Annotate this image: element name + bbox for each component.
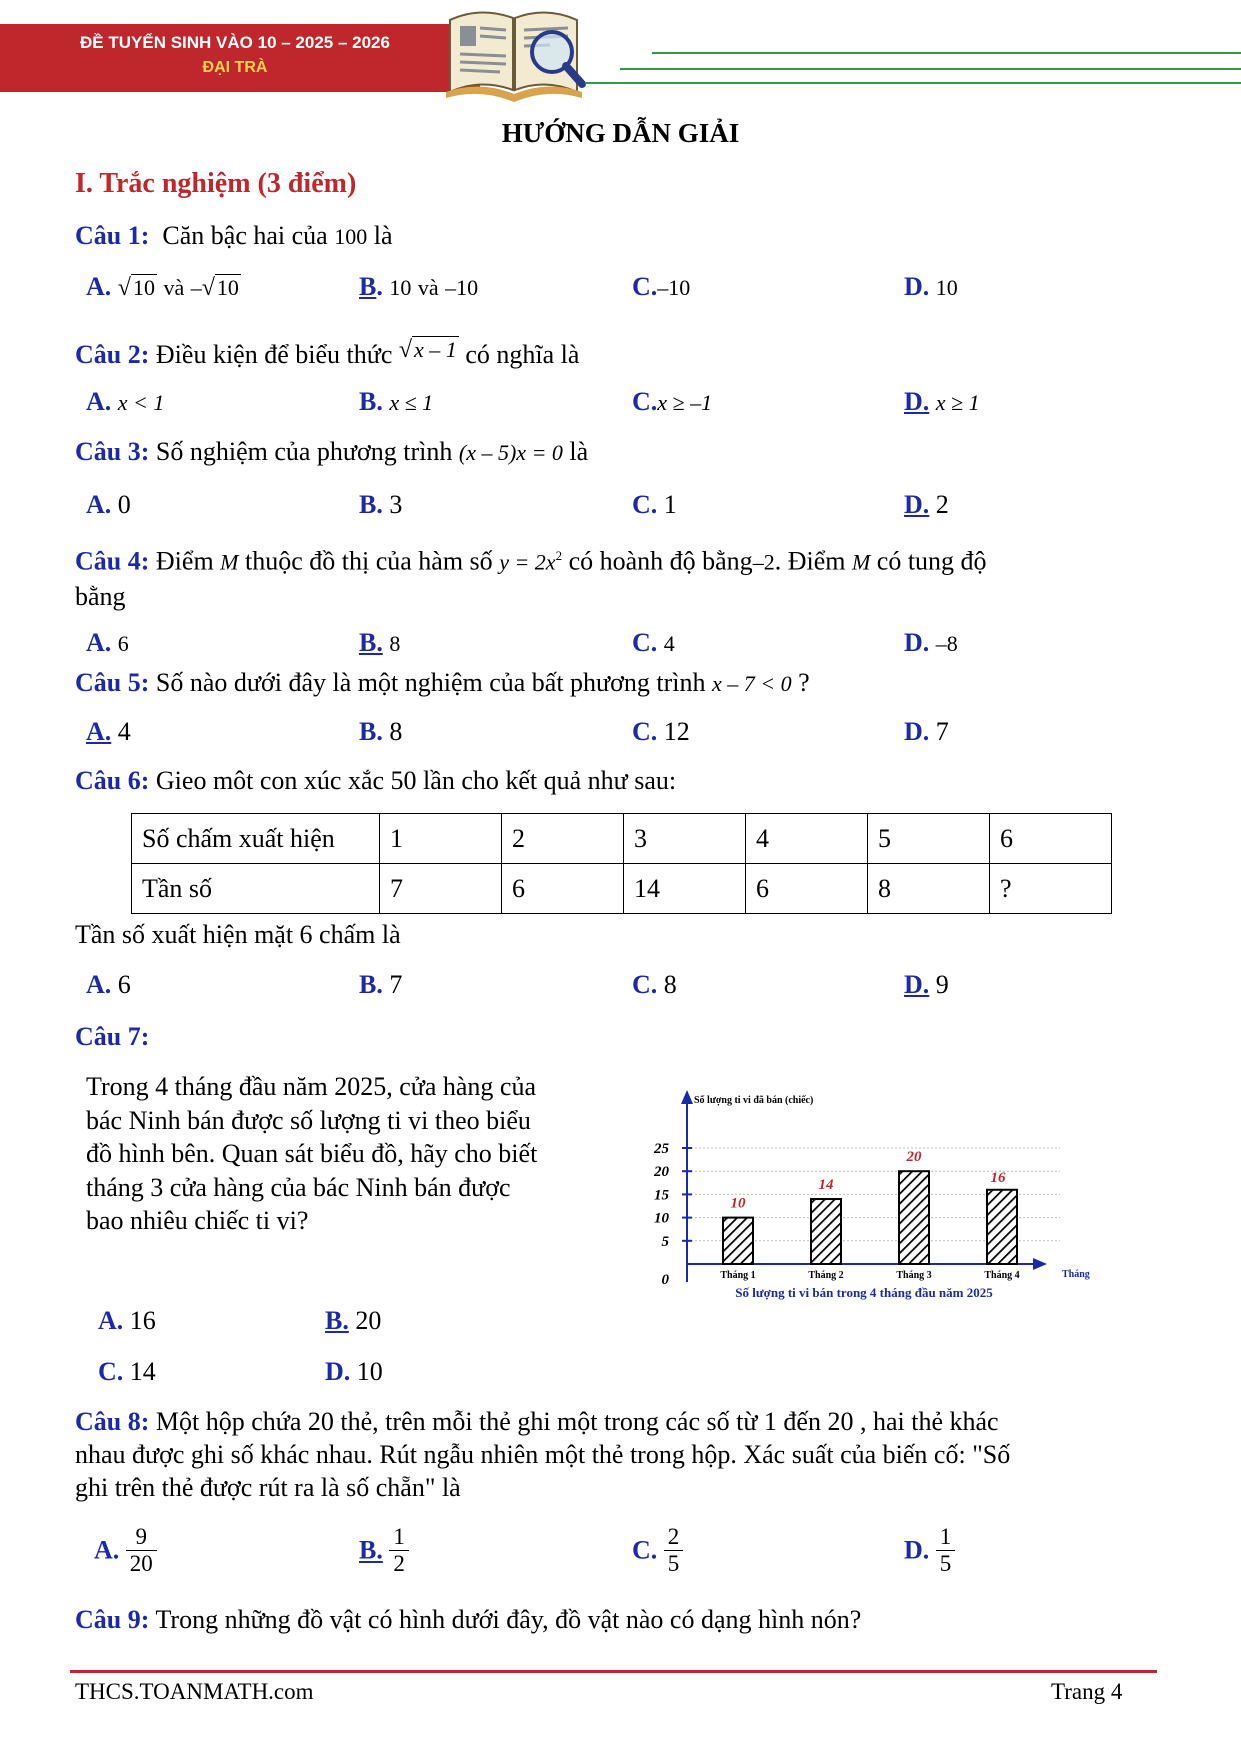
doc-title: HƯỚNG DẪN GIẢI — [501, 118, 740, 148]
option-3a[interactable] — [86, 490, 131, 520]
footer-rule — [70, 1670, 1157, 1673]
chart-title: Số lượng ti vi bán trong 4 tháng đầu năm 2025 — [735, 1285, 993, 1300]
question-label: Câu 4: — [75, 546, 150, 576]
option-text: 7 — [935, 717, 949, 746]
math: –10 — [445, 275, 479, 300]
option-5a[interactable] — [86, 717, 131, 747]
question-label: Câu 9: — [75, 1605, 150, 1634]
y-tick-label: 20 — [654, 1164, 669, 1181]
question-label: Câu 7: — [75, 1022, 150, 1051]
option-key: A. — [86, 970, 112, 999]
body-line: bao nhiêu chiếc ti vi? — [86, 1206, 309, 1235]
option-6a[interactable] — [86, 970, 131, 1000]
option-8c[interactable] — [632, 1524, 683, 1577]
book-magnifier-icon — [440, 0, 590, 104]
question-text: thuộc đồ thị của hàm số — [245, 546, 493, 576]
data-label: 20 — [906, 1149, 922, 1166]
table-cell: 14 — [624, 864, 746, 914]
question-4 — [75, 539, 1155, 614]
denominator: 2 — [393, 1551, 405, 1576]
question-9 — [75, 1603, 861, 1637]
x-tick-label: Tháng 2 — [808, 1270, 844, 1281]
option-key: B. — [325, 1306, 349, 1335]
option-text: 10 — [356, 1357, 383, 1386]
table-cell: 8 — [868, 864, 990, 914]
math: x ≥ 1 — [935, 390, 980, 415]
fraction — [126, 1524, 157, 1577]
x-axis-arrow — [1033, 1258, 1047, 1270]
option-key: B. — [359, 970, 383, 999]
question-text: Một hộp chứa 20 thẻ, trên mỗi thẻ ghi một trong các số từ 1 đến 20 , hai thẻ khác — [155, 1407, 999, 1436]
option-key: D. — [904, 490, 930, 519]
option-key: C. — [632, 272, 658, 301]
option-7a[interactable] — [98, 1306, 156, 1336]
table-cell: 1 — [380, 814, 502, 864]
option-6c[interactable] — [632, 970, 677, 1000]
option-key: A. — [86, 490, 112, 519]
option-key: B. — [359, 387, 383, 416]
math: 2 — [555, 548, 563, 563]
option-sep: . — [376, 272, 383, 301]
table-cell: 6 — [746, 864, 868, 914]
option-key: A. — [86, 717, 112, 746]
question-tail: có nghĩa là — [465, 340, 580, 369]
question-text: Gieo môt con xúc xắc 50 lần cho kết quả như sau: — [155, 766, 677, 795]
option-key: B. — [359, 1535, 383, 1565]
option-2b[interactable] — [359, 387, 433, 417]
option-key: A. — [94, 1535, 120, 1565]
numerator: 2 — [664, 1524, 684, 1551]
option-key: D. — [904, 717, 930, 746]
math: 8 — [389, 631, 401, 656]
math: 10 — [132, 275, 155, 300]
option-key: C. — [632, 490, 658, 519]
y-tick-label: 5 — [661, 1233, 669, 1250]
question-text: Căn bậc hai của — [162, 221, 328, 250]
option-key: B. — [359, 490, 383, 519]
body-line: Trong 4 tháng đầu năm 2025, cửa hàng của — [86, 1072, 536, 1101]
option-5b[interactable] — [359, 717, 402, 747]
option-key: D. — [904, 387, 930, 416]
option-text: 8 — [663, 970, 677, 999]
option-4a[interactable] — [86, 628, 129, 658]
question-1 — [75, 219, 392, 254]
option-text: và — [417, 275, 439, 300]
fraction — [664, 1524, 684, 1577]
question-label: Câu 5: — [75, 668, 150, 697]
option-key: A. — [86, 272, 112, 301]
table-cell: 3 — [624, 814, 746, 864]
question-text: Điểm — [155, 546, 214, 576]
math: 6 — [117, 631, 129, 656]
question-text: . Điểm — [774, 546, 846, 576]
option-key: B. — [359, 717, 383, 746]
table-cell: Tần số — [132, 864, 380, 914]
option-key: D. — [325, 1357, 351, 1386]
option-key: D. — [904, 628, 930, 657]
option-text: 0 — [117, 490, 131, 519]
math: x – 1 — [414, 337, 457, 362]
question-text: bằng — [75, 581, 126, 611]
question-label: Câu 3: — [75, 437, 150, 466]
question-8 — [75, 1405, 1175, 1504]
bar — [899, 1171, 929, 1264]
table-cell: 2 — [502, 814, 624, 864]
x-tick-label: Tháng 1 — [720, 1270, 756, 1281]
option-4d[interactable] — [904, 628, 958, 658]
question-7 — [75, 1020, 149, 1054]
option-key: A. — [98, 1306, 124, 1335]
question-text: nhau được ghi số khác nhau. Rút ngẫu nhiên một thẻ trong hộp. Xác suất của biến cố: "Số — [75, 1440, 1011, 1469]
option-4b[interactable] — [359, 628, 400, 658]
y-tick-label: 15 — [654, 1187, 669, 1204]
math: x ≥ –1 — [657, 390, 713, 415]
option-3b[interactable] — [359, 490, 402, 520]
math: 10 — [935, 275, 958, 300]
x-tick-label: Tháng 3 — [896, 1270, 932, 1281]
option-key: C. — [632, 970, 658, 999]
fraction — [389, 1524, 409, 1577]
option-4c[interactable] — [632, 628, 675, 658]
option-8a[interactable] — [94, 1524, 157, 1577]
footer-page: Trang 4 — [1051, 1679, 1123, 1704]
y-axis-arrow — [681, 1090, 693, 1104]
numerator: 1 — [389, 1524, 409, 1551]
question-text: có tung độ — [876, 546, 987, 576]
denominator: 5 — [667, 1551, 680, 1576]
math: M — [851, 549, 871, 575]
math: M — [220, 549, 239, 575]
question-5 — [75, 666, 810, 701]
table-cell: Số chấm xuất hiện — [132, 814, 380, 864]
option-2d[interactable] — [904, 387, 980, 417]
option-key: C. — [632, 1535, 658, 1565]
math: –2 — [752, 549, 775, 575]
option-6b[interactable] — [359, 970, 402, 1000]
option-text: 3 — [389, 490, 403, 519]
option-3d[interactable] — [904, 490, 949, 520]
table-row — [132, 864, 1112, 914]
table-cell: 7 — [380, 864, 502, 914]
option-2c[interactable] — [632, 387, 712, 417]
option-text: 1 — [663, 490, 677, 519]
question-6-prompt: Tần số xuất hiện mặt 6 chấm là — [75, 920, 401, 949]
question-text: Điều kiện để biểu thức — [155, 340, 393, 369]
option-7d[interactable] — [325, 1357, 383, 1387]
denominator: 20 — [129, 1551, 153, 1576]
math: x – 7 < 0 — [712, 671, 792, 696]
option-key: D. — [904, 1535, 930, 1565]
table-cell: 5 — [868, 814, 990, 864]
option-6d[interactable] — [904, 970, 949, 1000]
section-title: I. Trắc nghiệm (3 điểm) — [75, 168, 357, 199]
option-1d[interactable] — [904, 272, 958, 302]
table-row — [132, 814, 1112, 864]
data-label: 14 — [818, 1177, 834, 1194]
chart-xlabel: Tháng — [1062, 1269, 1090, 1280]
chart-ylabel: Số lượng ti vi đã bán (chiếc) — [694, 1095, 814, 1106]
math: x ≤ 1 — [389, 390, 434, 415]
option-3c[interactable] — [632, 490, 677, 520]
table-cell: 6 — [990, 814, 1112, 864]
option-key: B. — [359, 628, 383, 657]
exam-title: ĐỀ TUYỂN SINH VÀO 10 – 2025 – 2026 — [80, 33, 390, 52]
data-label: 10 — [730, 1195, 746, 1212]
math: 4 — [663, 631, 675, 656]
option-8b[interactable] — [359, 1524, 409, 1577]
exam-type: ĐẠI TRÀ — [202, 59, 268, 76]
option-key: C. — [632, 717, 658, 746]
question-tail: là — [373, 221, 393, 250]
math: (x – 5)x = 0 — [458, 440, 563, 465]
header-rule-top — [652, 52, 1241, 54]
option-1a[interactable]: A. √10 và –√10 — [86, 272, 239, 301]
bar — [723, 1218, 753, 1264]
option-key: C. — [98, 1357, 124, 1386]
numerator: 9 — [126, 1524, 157, 1551]
question-3 — [75, 435, 588, 470]
bar — [811, 1199, 841, 1264]
body-line: tháng 3 cửa hàng của bác Ninh bán được — [86, 1172, 511, 1202]
bar — [987, 1190, 1017, 1264]
option-text: 4 — [117, 717, 131, 746]
table-cell: 4 — [746, 814, 868, 864]
option-text: 8 — [389, 717, 403, 746]
header-banner — [0, 24, 480, 92]
option-5c[interactable] — [632, 717, 690, 747]
option-key: C. — [632, 387, 658, 416]
question-text: Trong những đồ vật có hình dưới đây, đồ vật nào có dạng hình nón? — [155, 1605, 862, 1634]
bar-chart — [640, 1086, 1100, 1306]
option-8d[interactable] — [904, 1524, 955, 1577]
option-text: 9 — [935, 970, 949, 999]
option-2a[interactable] — [86, 387, 164, 417]
math: y = 2x — [499, 549, 556, 575]
question-text: có hoành độ bằng — [568, 546, 753, 576]
option-key: A. — [86, 387, 112, 416]
y-tick-label: 10 — [654, 1210, 669, 1227]
table-cell: ? — [990, 864, 1112, 914]
option-text: 7 — [389, 970, 403, 999]
question-label: Câu 6: — [75, 766, 150, 795]
data-label: 16 — [990, 1169, 1006, 1186]
denominator: 5 — [939, 1551, 952, 1576]
math: x < 1 — [117, 390, 165, 415]
question-2: Câu 2: Điều kiện để biểu thức √$^{x - 1}$ có nghĩa là — [75, 337, 580, 369]
y-tick-label: 25 — [654, 1141, 669, 1157]
math: 100 — [334, 224, 368, 249]
option-text: 20 — [355, 1306, 382, 1335]
math: – — [190, 275, 202, 300]
chart-bars — [720, 1149, 1019, 1281]
math: –10 — [657, 275, 691, 300]
option-key: B — [359, 272, 377, 301]
fraction — [936, 1524, 956, 1577]
option-key: D. — [904, 970, 930, 999]
question-label: Câu 8: — [75, 1407, 150, 1436]
question-text: Số nghiệm của phương trình — [155, 437, 453, 466]
math: –8 — [935, 631, 958, 656]
math: 10 — [389, 275, 412, 300]
frequency-table — [131, 813, 1112, 914]
option-1b[interactable] — [359, 272, 478, 302]
option-text: và — [163, 275, 185, 300]
option-text: 12 — [663, 717, 690, 746]
option-5d[interactable] — [904, 717, 949, 747]
option-key: A. — [86, 628, 112, 657]
option-key: C. — [632, 628, 658, 657]
option-key: D. — [904, 272, 930, 301]
y-tick-label: 0 — [661, 1272, 669, 1288]
question-6 — [75, 764, 676, 798]
option-text: 6 — [117, 970, 131, 999]
option-1c[interactable] — [632, 272, 690, 302]
question-tail: ? — [798, 668, 810, 697]
option-7c[interactable] — [98, 1357, 156, 1387]
numerator: 1 — [936, 1524, 956, 1551]
option-7b[interactable] — [325, 1306, 381, 1336]
question-label: Câu 2: — [75, 340, 150, 369]
option-text: 2 — [935, 490, 949, 519]
header-rule-bottom — [585, 82, 1241, 84]
option-text: 16 — [129, 1306, 156, 1335]
math: 10 — [216, 275, 239, 300]
footer-site[interactable]: THCS.TOANMATH.com — [75, 1679, 314, 1704]
option-text: 14 — [129, 1357, 156, 1386]
table-cell: 6 — [502, 864, 624, 914]
header-rule-mid — [620, 68, 1241, 70]
question-7-body — [86, 1070, 537, 1238]
body-line: bác Ninh bán được số lượng ti vi theo biểu — [86, 1105, 531, 1135]
body-line: đồ hình bên. Quan sát biểu đồ, hãy cho biết — [86, 1139, 538, 1168]
question-label: Câu 1: — [75, 221, 150, 250]
question-text: ghi trên thẻ được rút ra là số chẵn" là — [75, 1473, 461, 1502]
x-tick-label: Tháng 4 — [984, 1270, 1020, 1281]
question-tail: là — [569, 437, 589, 466]
question-text: Số nào dưới đây là một nghiệm của bất phương trình — [155, 668, 706, 697]
